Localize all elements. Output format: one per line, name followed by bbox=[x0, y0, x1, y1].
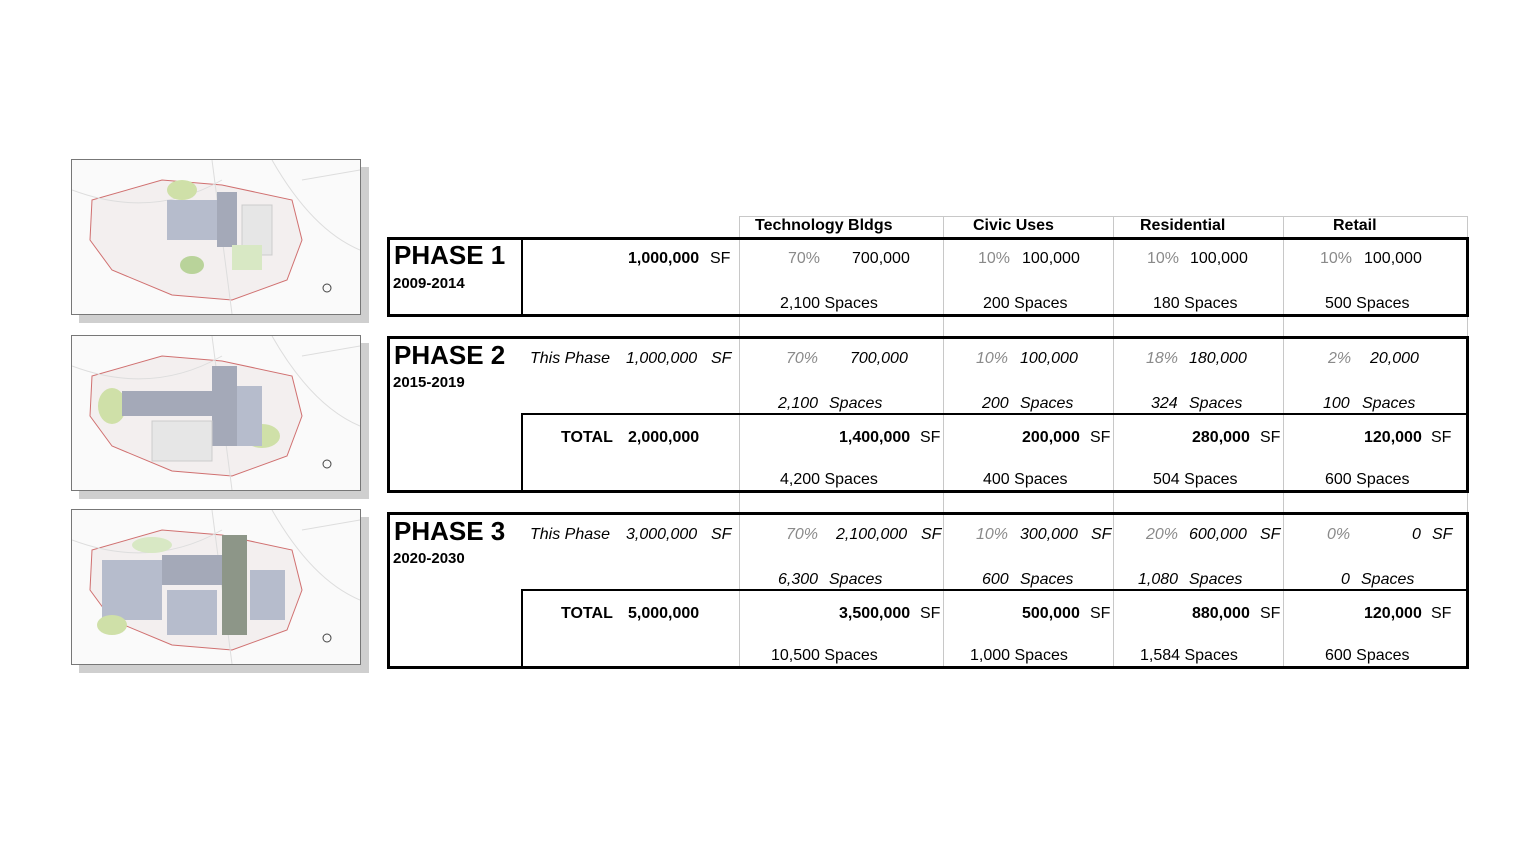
phase-2-total-rule bbox=[521, 413, 1467, 415]
p1-res-val: 100,000 bbox=[1190, 250, 1248, 267]
phase-2-years: 2015-2019 bbox=[393, 374, 465, 391]
p1-res-spaces: 180 Spaces bbox=[1153, 295, 1238, 312]
p1-retail-val: 100,000 bbox=[1364, 250, 1422, 267]
p2-tot-res: 280,000 bbox=[1192, 429, 1250, 446]
p3-tot-res-sf: SF bbox=[1260, 605, 1281, 622]
p2-civic-pct: 10% bbox=[976, 350, 1009, 367]
p2-tech-val: 700,000 bbox=[850, 350, 908, 367]
p3-tech-sf: SF bbox=[921, 526, 942, 543]
p3-res-spaces-unit: Spaces bbox=[1189, 571, 1243, 588]
p3-civic-pct: 10% bbox=[976, 526, 1009, 543]
p3-tech-spaces-num: 6,300 bbox=[778, 571, 819, 588]
p3-tot-res-spaces: 1,584 Spaces bbox=[1140, 647, 1238, 664]
p3-tot-retail: 120,000 bbox=[1364, 605, 1422, 622]
phase-2-divider bbox=[521, 413, 523, 491]
p3-res-sf: SF bbox=[1260, 526, 1281, 543]
site-plan-phase-3-image bbox=[71, 509, 361, 665]
p2-res-spaces-unit: Spaces bbox=[1189, 395, 1243, 412]
p3-tot-civic-sf: SF bbox=[1090, 605, 1111, 622]
p2-tot-civic: 200,000 bbox=[1022, 429, 1080, 446]
p3-sf-unit: SF bbox=[711, 526, 732, 543]
p2-res-val: 180,000 bbox=[1189, 350, 1247, 367]
p3-retail-pct: 0% bbox=[1327, 526, 1351, 543]
p3-tot-tech: 3,500,000 bbox=[839, 605, 911, 622]
phase-3-total-rule bbox=[521, 589, 1467, 591]
p2-civic-val: 100,000 bbox=[1020, 350, 1078, 367]
p3-tot-retail-spaces: 600 Spaces bbox=[1325, 647, 1410, 664]
header-technology: Technology Bldgs bbox=[755, 217, 893, 234]
p2-tech-pct: 70% bbox=[786, 350, 819, 367]
p3-total-label: TOTAL bbox=[561, 605, 613, 622]
p1-res-pct: 10% bbox=[1147, 250, 1180, 267]
phase-1-years: 2009-2014 bbox=[393, 275, 465, 292]
p3-civic-sf: SF bbox=[1091, 526, 1112, 543]
p3-tech-pct: 70% bbox=[786, 526, 819, 543]
phase-2-title: PHASE 2 bbox=[394, 340, 506, 370]
phase-1-title: PHASE 1 bbox=[394, 240, 506, 270]
p3-civic-spaces-unit: Spaces bbox=[1020, 571, 1074, 588]
p3-civic-spaces-num: 600 bbox=[982, 571, 1009, 588]
p3-total-val: 5,000,000 bbox=[628, 605, 700, 622]
p3-res-val: 600,000 bbox=[1189, 526, 1247, 543]
p1-tech-val: 700,000 bbox=[852, 250, 910, 267]
p2-sf-unit: SF bbox=[711, 350, 732, 367]
p2-tot-res-sf: SF bbox=[1260, 429, 1281, 446]
p2-this-phase-label: This Phase bbox=[530, 350, 611, 367]
p2-tot-retail-sf: SF bbox=[1431, 429, 1452, 446]
p1-civic-pct: 10% bbox=[978, 250, 1011, 267]
site-plan-phase-1-image bbox=[71, 159, 361, 315]
header-residential: Residential bbox=[1140, 217, 1226, 234]
p3-tot-tech-spaces: 10,500 Spaces bbox=[771, 647, 878, 664]
p3-retail-val: 0 bbox=[1412, 526, 1421, 543]
p2-res-pct: 18% bbox=[1146, 350, 1179, 367]
p2-tech-spaces-num: 2,100 bbox=[778, 395, 819, 412]
header-retail: Retail bbox=[1333, 217, 1377, 234]
p1-retail-spaces: 500 Spaces bbox=[1325, 295, 1410, 312]
p2-total-label: TOTAL bbox=[561, 429, 613, 446]
p2-retail-spaces-num: 100 bbox=[1323, 395, 1350, 412]
p3-tech-spaces-unit: Spaces bbox=[829, 571, 883, 588]
p1-retail-pct: 10% bbox=[1320, 250, 1353, 267]
p2-tot-retail: 120,000 bbox=[1364, 429, 1422, 446]
p2-retail-val: 20,000 bbox=[1370, 350, 1419, 367]
phase-1-total-sf: 1,000,000 bbox=[628, 250, 700, 267]
p1-civic-val: 100,000 bbox=[1022, 250, 1080, 267]
phase-1-divider bbox=[521, 239, 523, 315]
p2-tot-civic-spaces: 400 Spaces bbox=[983, 471, 1068, 488]
p3-tech-val: 2,100,000 bbox=[836, 526, 908, 543]
p3-tot-civic-spaces: 1,000 Spaces bbox=[970, 647, 1068, 664]
p2-tech-spaces-unit: Spaces bbox=[829, 395, 883, 412]
phase-1-box bbox=[387, 237, 1469, 317]
phase-3-years: 2020-2030 bbox=[393, 550, 465, 567]
header-civic: Civic Uses bbox=[973, 217, 1054, 234]
p3-tot-civic: 500,000 bbox=[1022, 605, 1080, 622]
p2-civic-spaces-unit: Spaces bbox=[1020, 395, 1074, 412]
p2-tot-tech: 1,400,000 bbox=[839, 429, 911, 446]
p3-tot-tech-sf: SF bbox=[920, 605, 941, 622]
p3-retail-spaces-unit: Spaces bbox=[1361, 571, 1415, 588]
phase-3-divider bbox=[521, 589, 523, 667]
p3-tot-retail-sf: SF bbox=[1431, 605, 1452, 622]
p2-res-spaces-num: 324 bbox=[1151, 395, 1178, 412]
p3-tot-res: 880,000 bbox=[1192, 605, 1250, 622]
p3-retail-sf: SF bbox=[1432, 526, 1453, 543]
p2-tot-retail-spaces: 600 Spaces bbox=[1325, 471, 1410, 488]
phase-1-sf-unit: SF bbox=[710, 250, 731, 267]
site-plan-phase-2-image bbox=[71, 335, 361, 491]
p3-retail-spaces-num: 0 bbox=[1341, 571, 1350, 588]
p2-tot-res-spaces: 504 Spaces bbox=[1153, 471, 1238, 488]
p1-tech-spaces: 2,100 Spaces bbox=[780, 295, 878, 312]
p2-total-val: 2,000,000 bbox=[628, 429, 700, 446]
p2-civic-spaces-num: 200 bbox=[982, 395, 1009, 412]
p2-retail-pct: 2% bbox=[1328, 350, 1352, 367]
p3-res-spaces-num: 1,080 bbox=[1138, 571, 1179, 588]
p3-this-phase-val: 3,000,000 bbox=[626, 526, 698, 543]
p2-tot-civic-sf: SF bbox=[1090, 429, 1111, 446]
p2-tot-tech-sf: SF bbox=[920, 429, 941, 446]
phase-3-title: PHASE 3 bbox=[394, 516, 506, 546]
p3-this-phase-label: This Phase bbox=[530, 526, 611, 543]
p2-tot-tech-spaces: 4,200 Spaces bbox=[780, 471, 878, 488]
p3-res-pct: 20% bbox=[1146, 526, 1179, 543]
p2-retail-spaces-unit: Spaces bbox=[1362, 395, 1416, 412]
p1-civic-spaces: 200 Spaces bbox=[983, 295, 1068, 312]
p2-this-phase-val: 1,000,000 bbox=[626, 350, 698, 367]
p3-civic-val: 300,000 bbox=[1020, 526, 1078, 543]
p1-tech-pct: 70% bbox=[788, 250, 821, 267]
